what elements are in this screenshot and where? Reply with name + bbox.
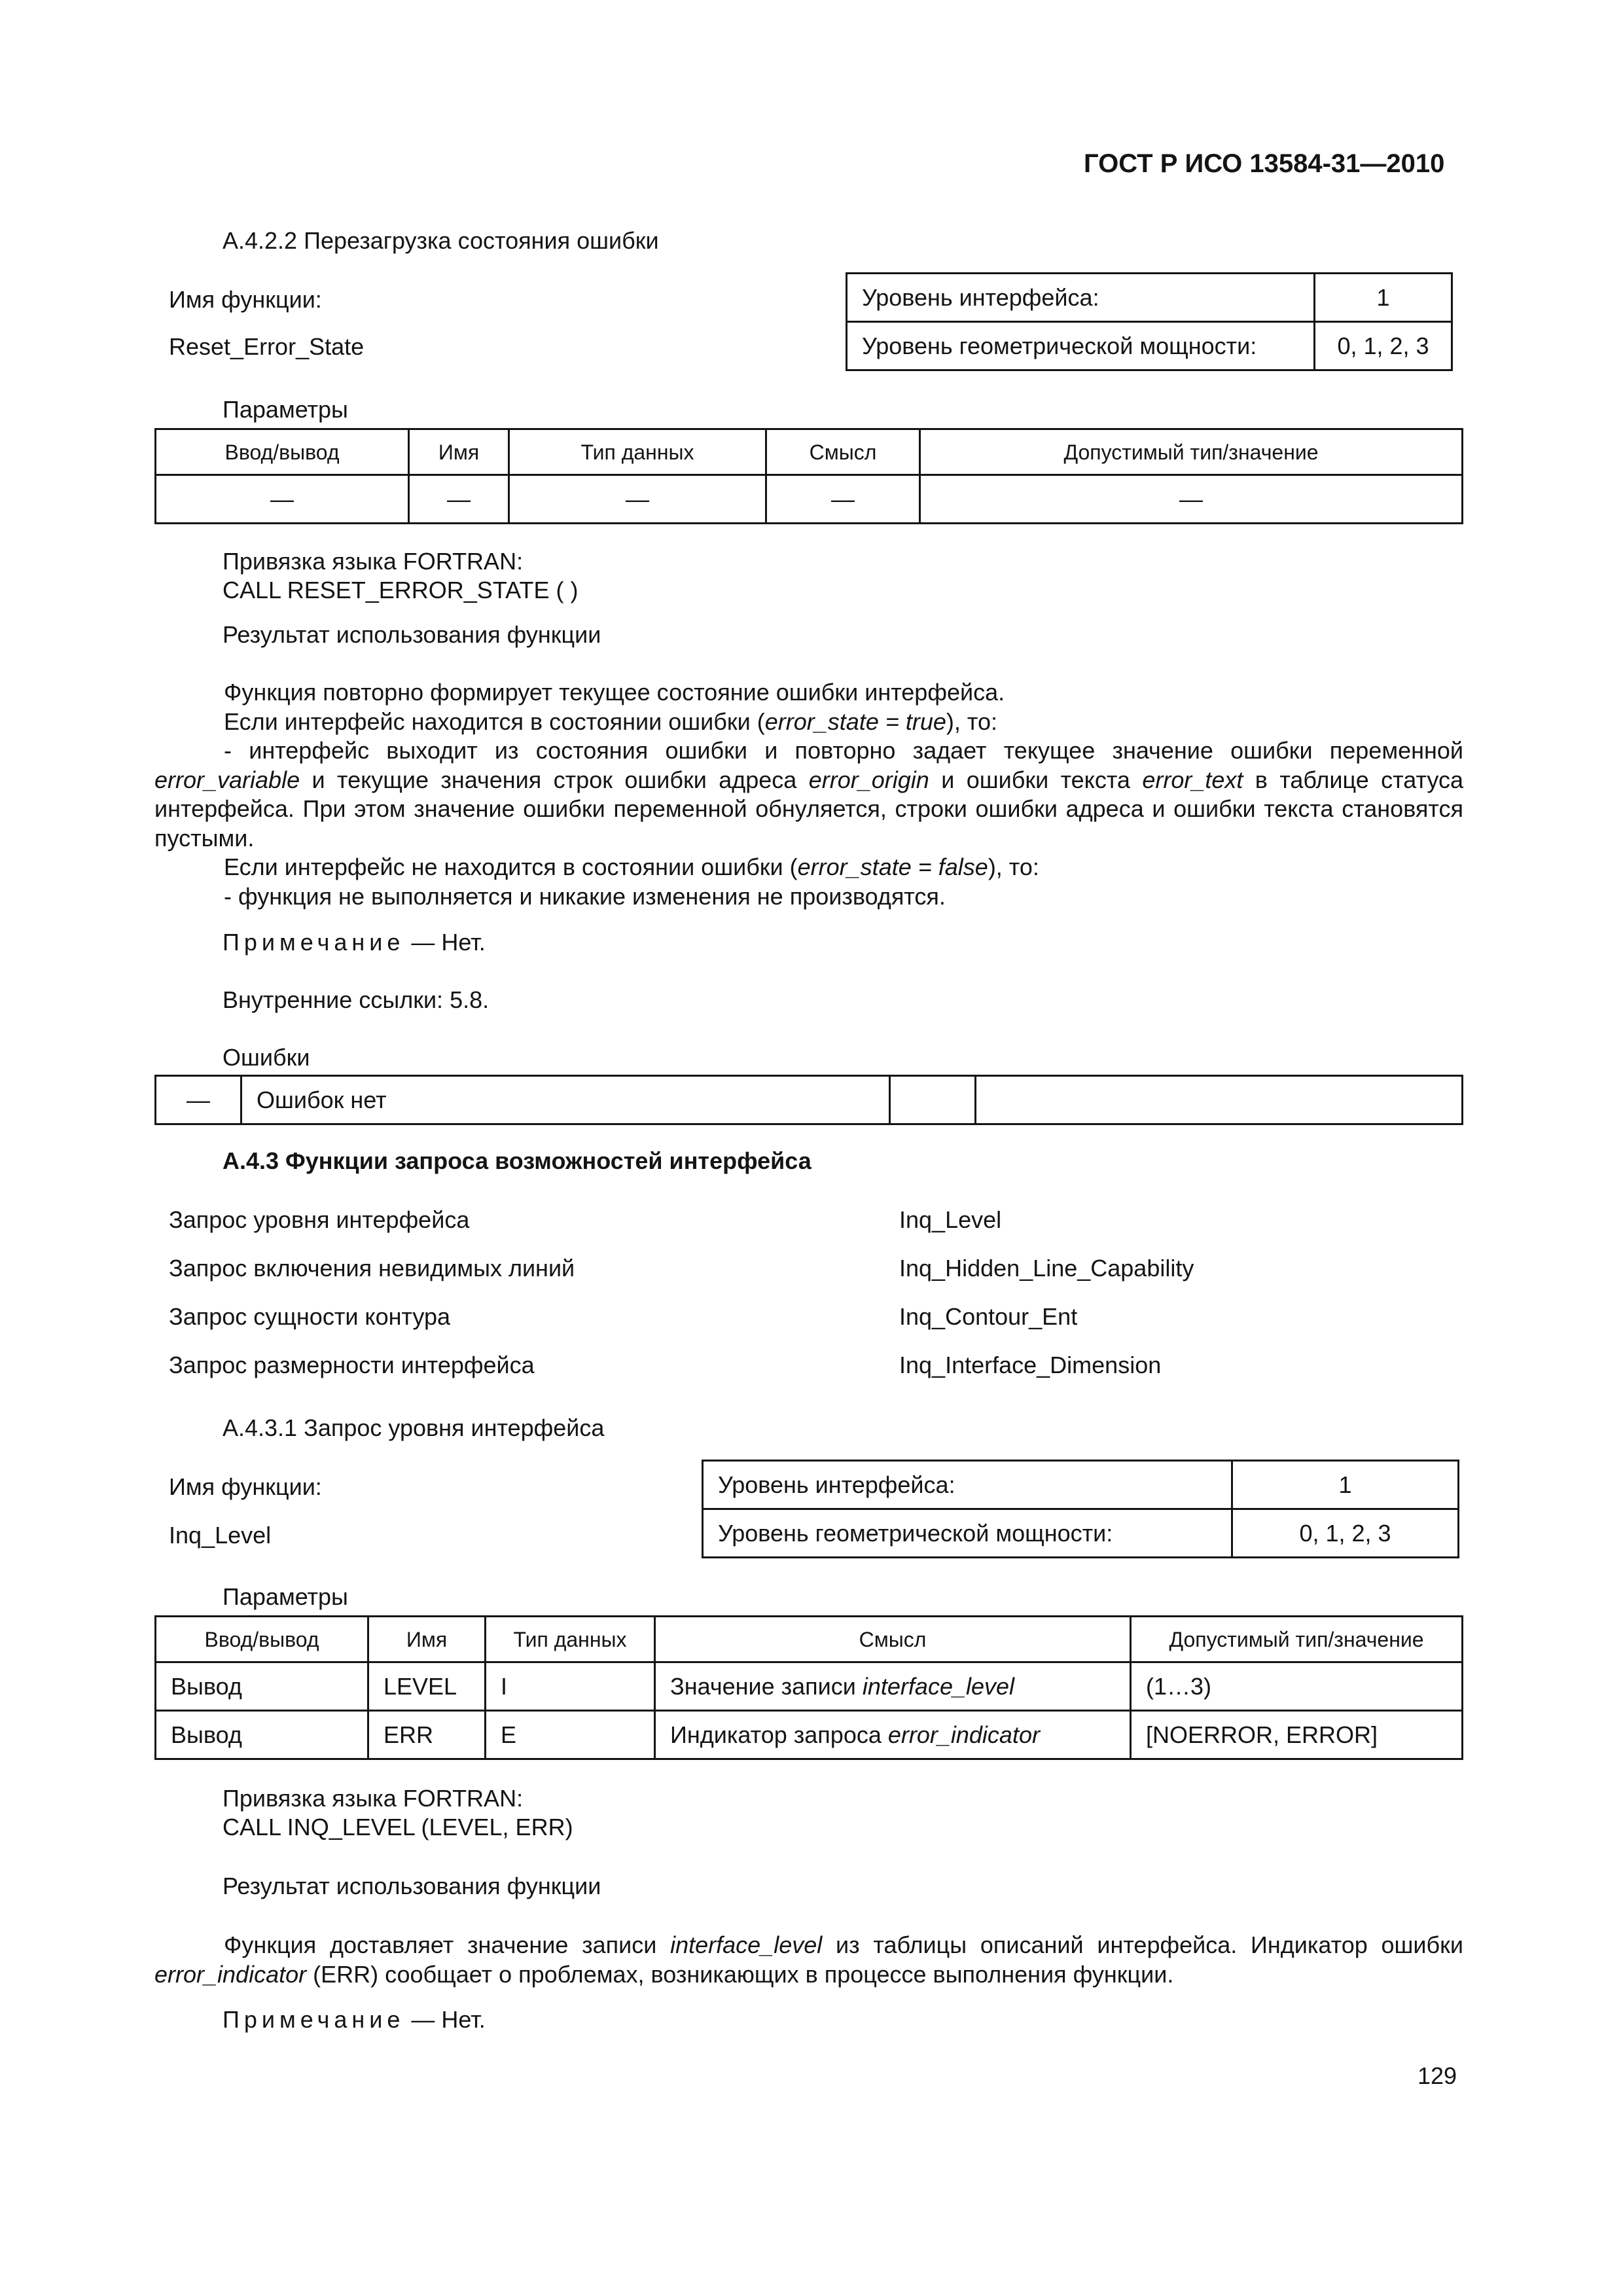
fortran-call: CALL INQ_LEVEL (LEVEL, ERR) — [223, 1814, 573, 1840]
result-title: Результат использования функции — [223, 621, 601, 648]
table-cell: LEVEL — [368, 1662, 486, 1711]
col-type: Тип данных — [509, 429, 766, 475]
level-table — [846, 272, 1453, 371]
internal-refs: Внутренние ссылки: 5.8. — [223, 986, 490, 1013]
col-allowed: Допустимый тип/значение — [920, 429, 1463, 475]
table-cell: — — [156, 475, 409, 524]
table-cell: Индикатор запроса error_indicator — [655, 1711, 1131, 1759]
table-cell: I — [486, 1662, 655, 1711]
errors-title: Ошибки — [223, 1044, 310, 1071]
result-description — [154, 1931, 1463, 1989]
text-line: Функция повторно формирует текущее состояние ошибки интерфейса. — [224, 679, 1005, 706]
table-row — [156, 1711, 1463, 1759]
result-description — [154, 678, 1463, 911]
col-io: Ввод/вывод — [156, 1617, 368, 1662]
inquiry-name: Inq_Interface_Dimension — [899, 1352, 1162, 1378]
table-cell: — — [409, 475, 509, 524]
note-label: Примечание — [223, 2006, 405, 2033]
table-cell: (1…3) — [1131, 1662, 1463, 1711]
note-text: — Нет. — [404, 2006, 486, 2033]
geometric-power-value: 0, 1, 2, 3 — [1232, 1509, 1459, 1558]
function-name-label: Имя функции: — [169, 1473, 322, 1500]
geometric-power-value: 0, 1, 2, 3 — [1315, 322, 1452, 370]
function-name-label: Имя функции: — [169, 286, 322, 313]
inquiry-name: Inq_Level — [899, 1206, 1002, 1233]
table-cell — [976, 1076, 1463, 1124]
table-cell: Вывод — [156, 1662, 368, 1711]
fortran-label: Привязка языка FORTRAN: — [223, 1785, 524, 1812]
table-cell: Вывод — [156, 1711, 368, 1759]
table-cell: — — [156, 1076, 241, 1124]
text-line: Если интерфейс не находится в состоянии ошибки (error_state = false), то: — [224, 853, 1039, 880]
params-title: Параметры — [223, 1583, 348, 1610]
document-code: ГОСТ Р ИСО 13584-31—2010 — [1084, 149, 1445, 178]
col-type: Тип данных — [486, 1617, 655, 1662]
interface-level-value: 1 — [1315, 274, 1452, 322]
table-cell: ERR — [368, 1711, 486, 1759]
params-table — [154, 1615, 1463, 1760]
col-meaning: Смысл — [655, 1617, 1131, 1662]
inquiry-desc: Запрос сущности контура — [169, 1303, 451, 1330]
text-paragraph: - интерфейс выходит из состояния ошибки и повторно задает текущее значение ошибки переменной error_variable и текущие значения строк ошибки адреса error_origin и ошибки текста error_text в таблице статуса интерфейса. При этом значение ошибки переменной обнуляется, строки ошибки адреса и ошибки текста становятся пустыми. — [154, 737, 1463, 852]
col-name: Имя — [409, 429, 509, 475]
col-allowed: Допустимый тип/значение — [1131, 1617, 1463, 1662]
table-cell — [890, 1076, 976, 1124]
table-row — [156, 1662, 1463, 1711]
params-table — [154, 428, 1463, 524]
table-cell: — — [766, 475, 920, 524]
params-title: Параметры — [223, 396, 348, 423]
text-line: - функция не выполняется и никакие изменения не производятся. — [224, 882, 946, 910]
interface-level-value: 1 — [1232, 1461, 1459, 1509]
level-table — [702, 1460, 1459, 1558]
table-cell: Значение записи interface_level — [655, 1662, 1131, 1711]
fortran-label: Привязка языка FORTRAN: — [223, 548, 524, 575]
col-meaning: Смысл — [766, 429, 920, 475]
interface-level-label: Уровень интерфейса: — [703, 1461, 1232, 1509]
table-cell: E — [486, 1711, 655, 1759]
col-io: Ввод/вывод — [156, 429, 409, 475]
result-title: Результат использования функции — [223, 1873, 601, 1899]
table-cell: Ошибок нет — [241, 1076, 890, 1124]
inquiry-desc: Запрос включения невидимых линий — [169, 1255, 575, 1282]
function-name: Inq_Level — [169, 1522, 272, 1549]
table-cell: [NOERROR, ERROR] — [1131, 1711, 1463, 1759]
errors-table — [154, 1075, 1463, 1125]
fortran-call: CALL RESET_ERROR_STATE ( ) — [223, 577, 579, 603]
interface-level-label: Уровень интерфейса: — [847, 274, 1315, 322]
col-name: Имя — [368, 1617, 486, 1662]
page-number: 129 — [1418, 2062, 1457, 2089]
inquiry-name: Inq_Hidden_Line_Capability — [899, 1255, 1194, 1282]
inquiry-desc: Запрос уровня интерфейса — [169, 1206, 470, 1233]
text-paragraph: Функция доставляет значение записи interface_level из таблицы описаний интерфейса. Индикатор ошибки error_indicator (ERR) сообщает о проблемах, возникающих в процессе выполнения функции. — [154, 1931, 1463, 1988]
note-text: — Нет. — [404, 929, 486, 956]
geometric-power-label: Уровень геометрической мощности: — [703, 1509, 1232, 1558]
section-heading-inq-level: А.4.3.1 Запрос уровня интерфейса — [223, 1414, 605, 1441]
section-heading-inquiry-functions: А.4.3 Функции запроса возможностей интерфейса — [223, 1147, 812, 1174]
section-heading-reset-error-state: А.4.2.2 Перезагрузка состояния ошибки — [223, 227, 659, 254]
function-name: Reset_Error_State — [169, 333, 365, 360]
geometric-power-label: Уровень геометрической мощности: — [847, 322, 1315, 370]
text-line: Если интерфейс находится в состоянии ошибки (error_state = true), то: — [224, 708, 998, 735]
note-label: Примечание — [223, 929, 405, 956]
inquiry-name: Inq_Contour_Ent — [899, 1303, 1078, 1330]
table-cell: — — [509, 475, 766, 524]
inquiry-desc: Запрос размерности интерфейса — [169, 1352, 535, 1378]
table-cell: — — [920, 475, 1463, 524]
note — [223, 2005, 486, 2034]
note — [223, 928, 486, 957]
